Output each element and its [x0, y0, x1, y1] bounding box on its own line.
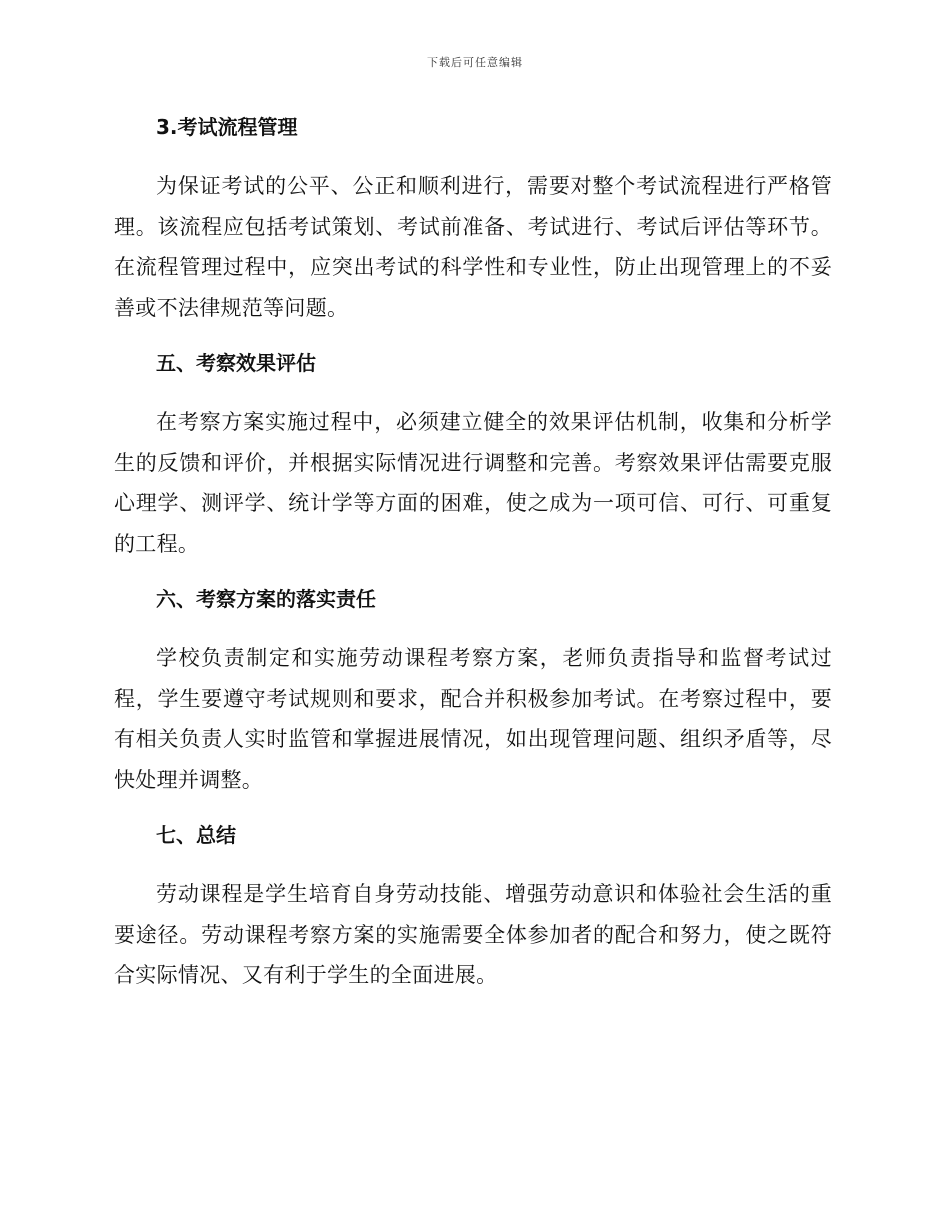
section-heading: 3.考试流程管理 [156, 115, 298, 139]
section-paragraph: 为保证考试的公平、公正和顺利进行，需要对整个考试流程进行严格管理。该流程应包括考试策划、考试前准备、考试进行、考试后评估等环节。在流程管理过程中，应突出考试的科学性和专业性，防止出现管理上的不妥善或不法律规范等问题。 [114, 174, 832, 320]
section-paragraph: 学校负责制定和实施劳动课程考察方案，老师负责指导和监督考试过程，学生要遵守考试规则和要求，配合并积极参加考试。在考察过程中，要有相关负责人实时监管和掌握进展情况，如出现管理问题、组织矛盾等，尽快处理并调整。 [114, 646, 832, 792]
section-paragraph: 劳动课程是学生培育自身劳动技能、增强劳动意识和体验社会生活的重要途径。劳动课程考察方案的实施需要全体参加者的配合和努力，使之既符合实际情况、又有利于学生的全面进展。 [114, 882, 832, 987]
section-responsibility [114, 584, 832, 800]
section-paragraph: 在考察方案实施过程中，必须建立健全的效果评估机制，收集和分析学生的反馈和评价，并根据实际情况进行调整和完善。考察效果评估需要克服心理学、测评学、统计学等方面的困难，使之成为一项可信、可行、可重复的工程。 [114, 410, 832, 556]
section-heading: 六、考察方案的落实责任 [156, 587, 376, 611]
header-note: 下载后可任意编辑 [427, 56, 523, 69]
section-exam-process [114, 112, 832, 328]
section-effect-evaluation [114, 348, 832, 564]
section-heading: 七、总结 [156, 823, 236, 847]
section-heading: 五、考察效果评估 [156, 351, 316, 375]
section-summary [114, 820, 832, 996]
document-body [114, 112, 832, 1016]
